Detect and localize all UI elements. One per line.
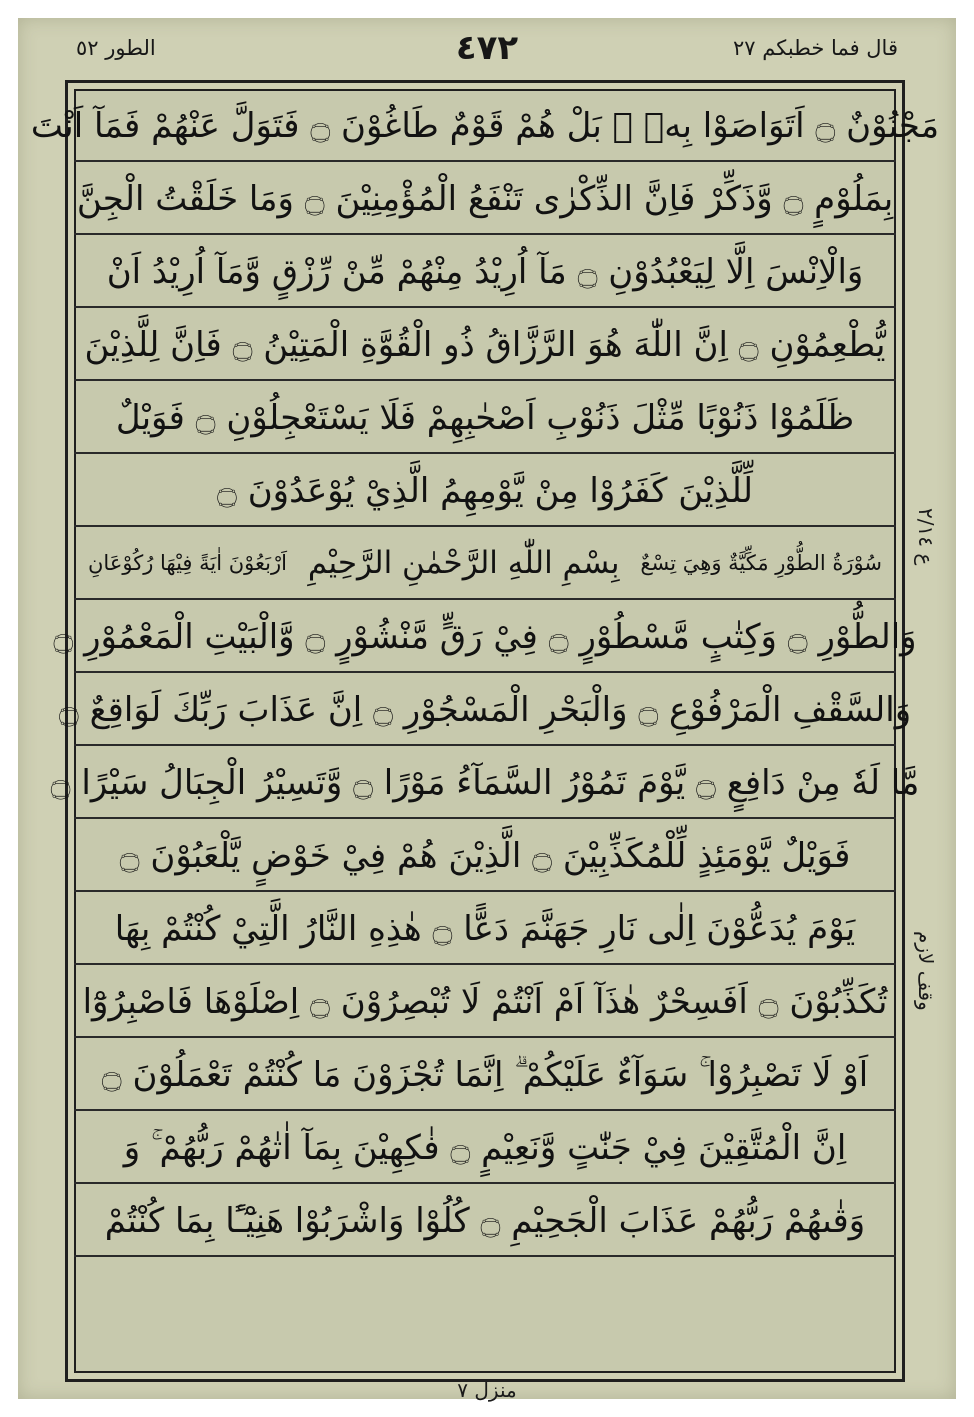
manzil-footer: منزل ٧ — [457, 1378, 517, 1402]
page-header — [18, 18, 956, 82]
bismillah: بِسْمِ اللّٰهِ الرَّحْمٰنِ الرَّحِيْمِ — [307, 545, 620, 581]
surah-header-line — [74, 527, 896, 600]
verse-text: اِنَّ الْمُتَّقِيْنَ فِيْ جَنّٰتٍ وَّنَعِيْمٍ ۝ فٰكِهِيْنَ بِمَآ اٰتٰهُمْ رَبُّهُمْ ۚ وَ — [123, 1127, 847, 1168]
waqf-marker: وقف لازم — [914, 931, 938, 1011]
verse-line — [74, 235, 896, 308]
page-scan — [18, 18, 956, 1402]
verse-text: لِّلَّذِيْنَ كَفَرُوْا مِنْ يَّوْمِهِمُ الَّذِيْ يُوْعَدُوْنَ ۝ — [216, 470, 754, 511]
verse-text: يَوْمَ يُدَعُّوْنَ اِلٰى نَارِ جَهَنَّمَ دَعًّا ۝ هٰذِهِ النَّارُ الَّتِيْ كُنْتُمْ بِهَا — [114, 908, 856, 949]
verse-line — [74, 819, 896, 892]
surah-header-left: اَرْبَعُوْنَ اٰيَةً فِيْهَا رُكُوْعَانِ — [88, 551, 287, 575]
verse-line — [30, 89, 940, 162]
verse-text: وَالْاِنْسَ اِلَّا لِيَعْبُدُوْنِ ۝ مَآ اُرِيْدُ مِنْهُمْ مِّنْ رِّزْقٍ وَّمَآ اُرِيْدُ اَنْ — [106, 251, 864, 292]
verse-text: وَالسَّقْفِ الْمَرْفُوْعِ ۝ وَالْبَحْرِ الْمَسْجُوْرِ ۝ اِنَّ عَذَابَ رَبِّكَ لَوَاقِعٌ ۝ — [58, 689, 912, 730]
surah-header-right: سُوْرَةُ الطُّوْرِ مَكِّيَّةٌ وَهِيَ تِسْعٌ — [640, 551, 882, 575]
juz-label: قال فما خطبکم ٢٧ — [733, 36, 898, 60]
verse-text: وَقٰىهُمْ رَبُّهُمْ عَذَابَ الْجَحِيْمِ ۝ كُلُوْا وَاشْرَبُوْا هَنِيْٓـًٔا بِمَا كُنْتُمْ — [104, 1200, 866, 1241]
page-number: ٤٧٢ — [455, 28, 519, 68]
verse-text: فَوَيْلٌ يَّوْمَئِذٍ لِّلْمُكَذِّبِيْنَ ۝ الَّذِيْنَ هُمْ فِيْ خَوْضٍ يَّلْعَبُوْنَ ۝ — [119, 835, 851, 876]
verse-text: وَالطُّوْرِ ۝ وَكِتٰبٍ مَّسْطُوْرٍ ۝ فِيْ رَقٍّ مَّنْشُوْرٍ ۝ وَّالْبَيْتِ الْمَعْمُوْرِ ۝ — [53, 616, 917, 657]
verse-text: مَّا لَهٗ مِنْ دَافِعٍ ۝ يَّوْمَ تَمُوْرُ السَّمَآءُ مَوْرًا ۝ وَّتَسِيْرُ الْجِبَالُ سَيْرًا ۝ — [50, 762, 920, 803]
verse-line — [50, 746, 920, 819]
verse-line — [74, 162, 896, 235]
verse-text: مَجْنُوْنٌ ۝ اَتَوَاصَوْا بِهٖ ۚ بَلْ هُمْ قَوْمٌ طَاغُوْنَ ۝ فَتَوَلَّ عَنْهُمْ فَمَآ اَنْتَ — [30, 105, 940, 146]
verse-line — [74, 454, 896, 527]
verse-text: اَوْ لَا تَصْبِرُوْا ۚ سَوَآءٌ عَلَيْكُمْ ۗ اِنَّمَا تُجْزَوْنَ مَا كُنْتُمْ تَعْمَلُوْنَ ۝ — [101, 1054, 869, 1095]
verse-line — [74, 1038, 896, 1111]
verse-line — [74, 965, 896, 1038]
verse-line — [74, 308, 896, 381]
verse-text: تُكَذِّبُوْنَ ۝ اَفَسِحْرٌ هٰذَآ اَمْ اَنْتُمْ لَا تُبْصِرُوْنَ ۝ اِصْلَوْهَا فَاصْبِرُوْٓا — [82, 981, 888, 1022]
verse-line — [74, 1111, 896, 1184]
verse-line — [74, 381, 896, 454]
verse-text: يُّطْعِمُوْنِ ۝ اِنَّ اللّٰهَ هُوَ الرَّزَّاقُ ذُو الْقُوَّةِ الْمَتِيْنُ ۝ فَاِنَّ لِلَّذِيْنَ — [84, 324, 886, 365]
verse-line — [74, 892, 896, 965]
verse-text: بِمَلُوْمٍ ۝ وَّذَكِّرْ فَاِنَّ الذِّكْرٰى تَنْفَعُ الْمُؤْمِنِيْنَ ۝ وَمَا خَلَقْتُ الْجِنَّ — [76, 178, 894, 219]
verse-line — [53, 600, 917, 673]
verse-text: ظَلَمُوْا ذَنُوْبًا مِّثْلَ ذَنُوْبِ اَصْحٰبِهِمْ فَلَا يَسْتَعْجِلُوْنِ ۝ فَوَيْلٌ — [115, 397, 855, 438]
surah-label: الطور ٥٢ — [76, 36, 156, 60]
verse-line — [74, 1184, 896, 1257]
verse-line — [58, 673, 912, 746]
ruku-marker: ع ٢/١٤ — [914, 508, 938, 566]
